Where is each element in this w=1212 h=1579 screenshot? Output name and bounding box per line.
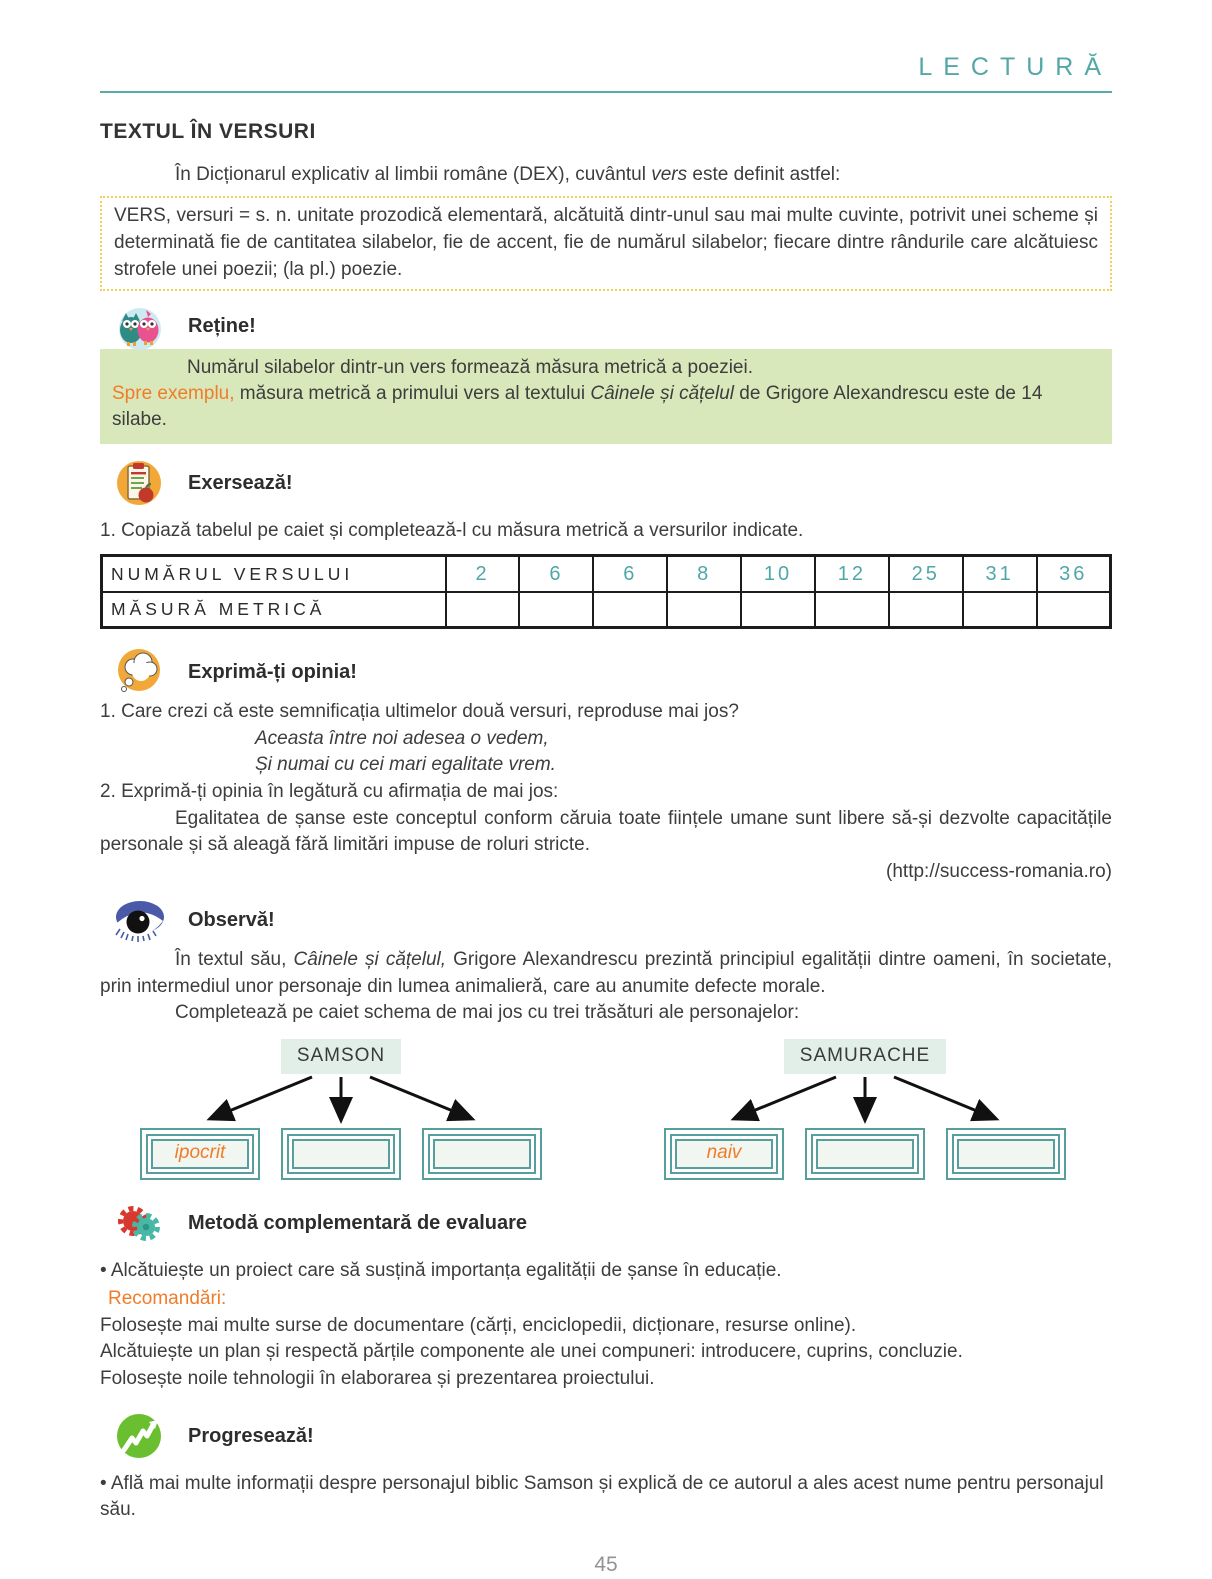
section-retine: [100, 299, 1112, 353]
page-number: 45: [594, 1552, 618, 1576]
verse-number-cell: 25: [889, 556, 963, 592]
row-label-metric-measure: MĂSURĂ METRICĂ: [102, 592, 446, 628]
intro-term: vers: [651, 164, 688, 186]
exercise-task: 1. Copiază tabelul pe caiet și completează-l cu măsura metrică a versurilor indicate.: [100, 519, 804, 541]
retine-work-title: Câinele și cățelul: [590, 383, 734, 405]
trait-value: [433, 1139, 531, 1169]
samurache-label: SAMURACHE: [784, 1039, 946, 1074]
retine-line2-mid: măsura metrică a primului vers al textului: [234, 383, 591, 405]
verse-number-cell: 6: [519, 556, 593, 592]
opinia-question1: 1. Care crezi că este semnificația ultimelor două versuri, reproduse mai jos?: [100, 701, 739, 723]
chapter-header: LECTURĂ: [918, 53, 1112, 81]
progreseaza-heading: Progresează!: [188, 1424, 314, 1447]
samson-group: [140, 1039, 542, 1180]
verse-line-2: Și numai cu cei mari egalitate vrem.: [255, 754, 556, 776]
metric-table: [100, 554, 1112, 629]
trait-box: [664, 1128, 784, 1180]
observa-p1-post: Grigore Alexandrescu prezintă principiul egalității dintre oameni, în societate, prin intermediul unor personaje din lumea animalieră, care au anumite defecte morale.: [100, 949, 1112, 997]
retine-highlight-box: [100, 349, 1112, 444]
exerseaza-heading: Exersează!: [188, 471, 293, 494]
progreseaza-bullet: • Află mai multe informații despre personajul biblic Samson și explică de ce autorul a ales acest nume pentru personajul său.: [100, 1472, 1104, 1521]
section-observa: [100, 893, 1112, 947]
empty-answer-cell: [593, 592, 667, 628]
verse-number-cell: 8: [667, 556, 741, 592]
samurache-arrows: [664, 1074, 1066, 1128]
definition-box: [100, 196, 1112, 291]
empty-answer-cell: [815, 592, 889, 628]
samson-trait-boxes: [140, 1128, 542, 1180]
retine-line2: [112, 381, 1100, 433]
trait-box: [946, 1128, 1066, 1180]
clipboard-icon: [112, 456, 166, 510]
trait-value: ipocrit: [151, 1139, 249, 1169]
empty-answer-cell: [667, 592, 741, 628]
verse-number-cell: 6: [593, 556, 667, 592]
metoda-line: Alcătuiește un plan și respectă părțile componente ale unei compuneri: introducere, cuprins, concluzie.: [100, 1341, 963, 1363]
opinia-quote: Egalitatea de șanse este conceptul conform căruia toate ființele umane sunt libere să-și dezvolte capacitățile personale și să aleagă fără limitări impuse de roluri stricte.: [100, 807, 1112, 856]
table-row-metric-measure: [102, 592, 1111, 628]
samson-label: SAMSON: [281, 1039, 401, 1074]
header-divider: [100, 91, 1112, 93]
opinia-heading: Exprimă-ți opinia!: [188, 661, 357, 684]
quote-source: (http://success-romania.ro): [886, 860, 1112, 882]
trait-value: [957, 1139, 1055, 1169]
intro-pre: În Dicționarul explicativ al limbii române (DEX), cuvântul: [175, 164, 652, 186]
thought-bubble-icon: [112, 645, 166, 699]
trait-box: [140, 1128, 260, 1180]
verse-line-1: Aceasta între noi adesea o vedem,: [255, 727, 549, 749]
retine-line2-end: de Grigore Alexandrescu este de 14 silabe.: [112, 383, 1043, 431]
intro-paragraph: [100, 162, 1112, 189]
eye-icon: [112, 893, 166, 947]
empty-answer-cell: [741, 592, 815, 628]
verse-number-cell: 2: [446, 556, 520, 592]
trait-value: [816, 1139, 914, 1169]
gears-icon: [112, 1196, 166, 1250]
metoda-line: Folosește noile tehnologii în elaborarea și prezentarea proiectului.: [100, 1368, 655, 1390]
trait-box: [281, 1128, 401, 1180]
trait-value: [292, 1139, 390, 1169]
section-opinia: [100, 645, 1112, 699]
observa-instruction: Completează pe caiet schema de mai jos cu trei trăsături ale personajelor:: [175, 1002, 800, 1024]
section-progreseaza: [100, 1409, 1112, 1463]
owls-icon: [112, 299, 166, 353]
empty-answer-cell: [889, 592, 963, 628]
verse-number-cell: 10: [741, 556, 815, 592]
metoda-heading: Metodă complementară de evaluare: [188, 1211, 528, 1234]
trait-box: [422, 1128, 542, 1180]
samson-arrows: [140, 1074, 542, 1128]
retine-example-label: Spre exemplu,: [112, 383, 235, 405]
samurache-group: [664, 1039, 1066, 1180]
observa-heading: Observă!: [188, 909, 275, 932]
observa-p1-pre: În textul său,: [175, 949, 294, 971]
verse-number-cell: 36: [1037, 556, 1111, 592]
metoda-bullet: • Alcătuiește un proiect care să susțină importanța egalității de șanse în educație.: [100, 1259, 782, 1281]
progress-icon: [112, 1409, 166, 1463]
section-exerseaza: [100, 456, 1112, 510]
page-title: TEXTUL ÎN VERSURI: [100, 120, 316, 143]
retine-heading: Reține!: [188, 314, 256, 337]
character-traits-diagram: [100, 1039, 1112, 1180]
trait-value: naiv: [675, 1139, 773, 1169]
intro-post: este definit astfel:: [687, 164, 841, 186]
verse-number-cell: 12: [815, 556, 889, 592]
empty-answer-cell: [963, 592, 1037, 628]
table-row-verse-number: [102, 556, 1111, 592]
opinia-question2: 2. Exprimă-ți opinia în legătură cu afirmația de mai jos:: [100, 780, 559, 802]
recomandari-label: Recomandări:: [108, 1288, 227, 1310]
empty-answer-cell: [1037, 592, 1111, 628]
trait-box: [805, 1128, 925, 1180]
metoda-line: Folosește mai multe surse de documentare (cărți, enciclopedii, dicționare, resurse online).: [100, 1314, 857, 1336]
observa-paragraph: [100, 947, 1112, 1000]
observa-work-title: Câinele și cățelul,: [293, 949, 447, 971]
verse-number-cell: 31: [963, 556, 1037, 592]
empty-answer-cell: [446, 592, 520, 628]
samurache-trait-boxes: [664, 1128, 1066, 1180]
definition-text: VERS, versuri = s. n. unitate prozodică elementară, alcătuită dintr-unul sau mai multe cuvinte, potrivit unei scheme și determinată fie de cantitatea silabelor, fie de accent, fie de numărul silabelor; fiecare dintre rândurile care alcătuiesc strofele unei poezii; (la pl.) poezie.: [114, 204, 1098, 280]
retine-line1: Numărul silabelor dintr-un vers formează măsura metrică a poeziei.: [187, 356, 754, 378]
section-metoda: [100, 1196, 1112, 1250]
empty-answer-cell: [519, 592, 593, 628]
row-label-verse-number: NUMĂRUL VERSULUI: [102, 556, 446, 592]
